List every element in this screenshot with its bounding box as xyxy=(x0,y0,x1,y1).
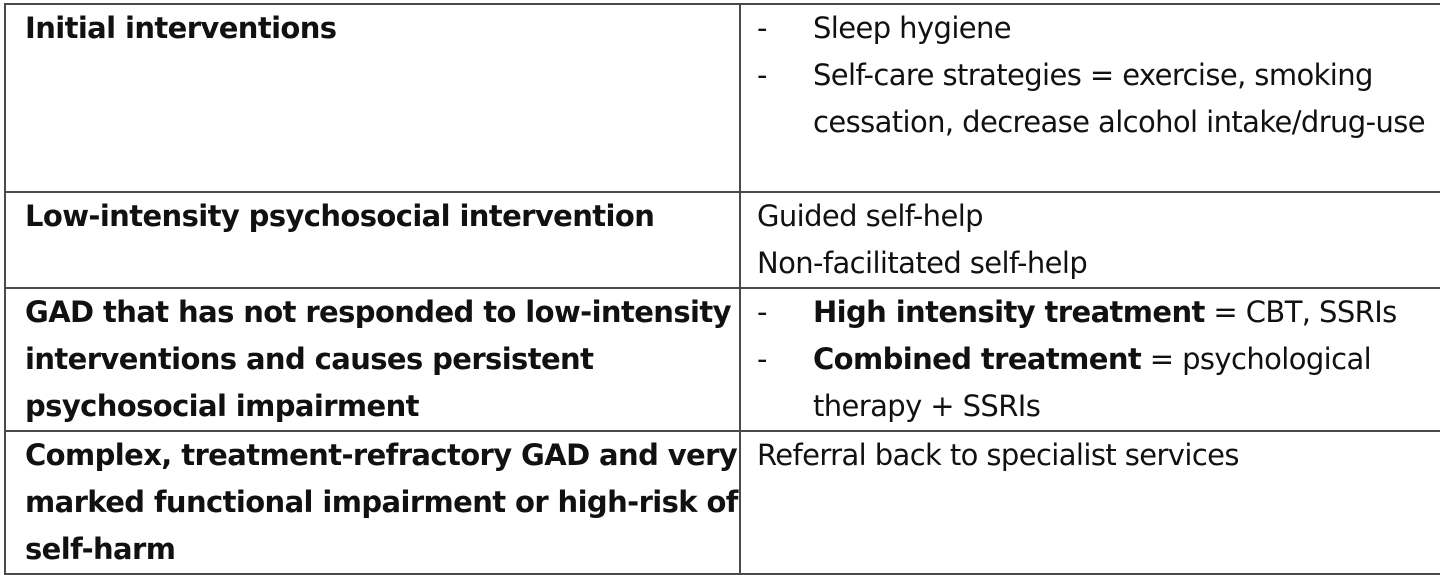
condition-text: GAD that has not responded to low-intensity interventions and causes persistent psychosocial impairment xyxy=(25,295,731,423)
dash-marker: - xyxy=(757,342,767,376)
condition-cell xyxy=(5,4,740,192)
treatment-table xyxy=(4,3,1440,575)
list-item xyxy=(757,289,1440,336)
intervention-line: Referral back to specialist services xyxy=(757,438,1239,472)
dash-marker: - xyxy=(757,11,767,45)
table-row xyxy=(5,431,1440,574)
intervention-line: Guided self-help xyxy=(757,199,983,233)
table-row xyxy=(5,288,1440,431)
treatment-detail: = CBT, SSRIs xyxy=(1204,295,1397,329)
treatment-detail: = psychological therapy + SSRIs xyxy=(813,342,1372,423)
dash-marker: - xyxy=(757,295,767,329)
treatment-name: Combined treatment xyxy=(813,342,1142,376)
intervention-cell xyxy=(740,431,1440,574)
intervention-cell xyxy=(740,288,1440,431)
list-item-text: Self-care strategies = exercise, smoking cessation, decrease alcohol intake/drug-use xyxy=(813,58,1426,139)
intervention-line: Non-facilitated self-help xyxy=(757,246,1088,280)
condition-text: Low-intensity psychosocial intervention xyxy=(25,199,655,233)
dash-marker: - xyxy=(757,58,767,92)
table-row xyxy=(5,192,1440,288)
list-item-text: Sleep hygiene xyxy=(813,11,1012,45)
table-row xyxy=(5,4,1440,192)
intervention-cell xyxy=(740,4,1440,192)
list-item xyxy=(757,336,1440,430)
bullet-list xyxy=(757,5,1440,146)
bullet-list xyxy=(757,289,1440,430)
list-item xyxy=(757,5,1440,52)
condition-cell xyxy=(5,288,740,431)
condition-cell xyxy=(5,192,740,288)
condition-text: Initial interventions xyxy=(25,11,337,45)
condition-cell xyxy=(5,431,740,574)
list-item xyxy=(757,52,1440,146)
treatment-name: High intensity treatment xyxy=(813,295,1205,329)
condition-text: Complex, treatment-refractory GAD and very marked functional impairment or high-risk of self-harm xyxy=(25,438,738,566)
intervention-cell xyxy=(740,192,1440,288)
